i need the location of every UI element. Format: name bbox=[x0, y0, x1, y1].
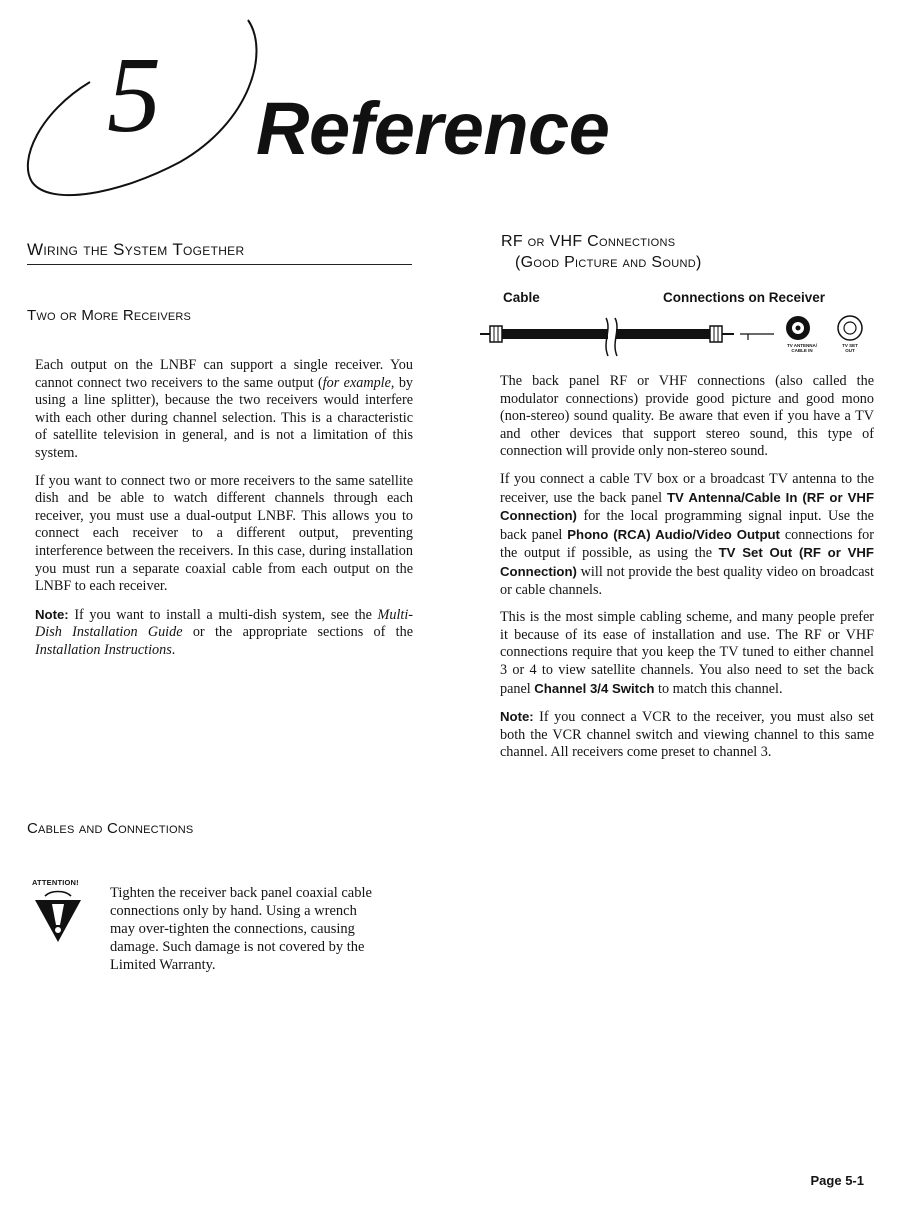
paragraph-single-receiver: Each output on the LNBF can support a single receiver. You cannot connect two receivers to the same output (for example, by using a line splitter), because the two receivers would interfere with each other during channel selection. This is a characteristic of satellite television in general, and is not a limitation of this system. bbox=[35, 357, 414, 461]
diagram-cable-label: Cable bbox=[503, 290, 540, 305]
chapter-number: 5 bbox=[107, 36, 161, 155]
note-multi-dish: Note: If you want to install a multi-dish system, see the Multi-Dish Installation Guide or the appropriate sections of the Installation Instructions. bbox=[35, 606, 414, 658]
subheading-two-or-more-receivers: Two or More Receivers bbox=[27, 307, 192, 324]
section-subheading-good-picture: (Good Picture and Sound) bbox=[515, 254, 702, 271]
paragraph-simple-cabling: This is the most simple cabling scheme, and many people prefer it because of its ease of installation and use. The RF or VHF connections require that you keep the TV tuned to either channel 3 or 4 to view satellite channels. You also need to set the back panel Channel 3/4 Switch to match this channel. bbox=[500, 609, 874, 697]
tv-set-out-label: TV SET OUT bbox=[842, 343, 858, 353]
right-column-text bbox=[500, 373, 874, 772]
paragraph-rf-quality: The back panel RF or VHF connections (also called the modulator connections) provide good picture and good mono (non-stereo) sound quality. Be aware that even if you have a TV and other devices that support stereo sound, this type of connection will provide only non-stereo sound. bbox=[500, 373, 874, 460]
attention-warning-icon bbox=[33, 888, 83, 943]
cable-connection-diagram bbox=[478, 310, 878, 368]
attention-text: Tighten the receiver back panel coaxial cable connections only by hand. Using a wrench may over-tighten the connections, causing damage. Such damage is not covered by the Limited Warranty. bbox=[110, 885, 372, 973]
diagram-connections-label: Connections on Receiver bbox=[663, 290, 826, 305]
note-vcr: Note: If you connect a VCR to the receiver, you must also set both the VCR channel switch and viewing channel to this same channel. All receivers come preset to channel 3. bbox=[500, 709, 874, 761]
antenna-cable-in-label: TV ANTENNA/ CABLE IN bbox=[786, 343, 818, 353]
section-heading-rf-vhf: RF or VHF Connections bbox=[501, 233, 676, 250]
heading-rule bbox=[27, 264, 412, 265]
section-heading-wiring: Wiring the System Together bbox=[27, 240, 245, 259]
paragraph-cable-tv-box: If you connect a cable TV box or a broadcast TV antenna to the receiver, use the back panel TV Antenna/Cable In (RF or VHF Connection) for the local programming signal input. Use the back panel Phono (RCA) Audio/Video Output connections for the output if possible, as using the TV Set Out (RF or VHF Connection) will not provide the best quality video on broadcast or cable channels. bbox=[500, 470, 874, 598]
page-number: Page 5-1 bbox=[810, 1173, 864, 1188]
paragraph-dual-output: If you want to connect two or more receivers to the same satellite dish and be able to watch different channels through each receiver, you must use a dual-output LNBF. This allows you to connect each receiver to a different output, preventing interference between the receivers. In this case, during installation you must run a separate coaxial cable from each output on the LNBF to each receiver. bbox=[35, 472, 413, 595]
left-column-text bbox=[35, 357, 413, 670]
subheading-cables-connections: Cables and Connections bbox=[27, 820, 194, 837]
chapter-title: Reference bbox=[256, 87, 610, 170]
attention-label: ATTENTION! bbox=[32, 878, 79, 887]
